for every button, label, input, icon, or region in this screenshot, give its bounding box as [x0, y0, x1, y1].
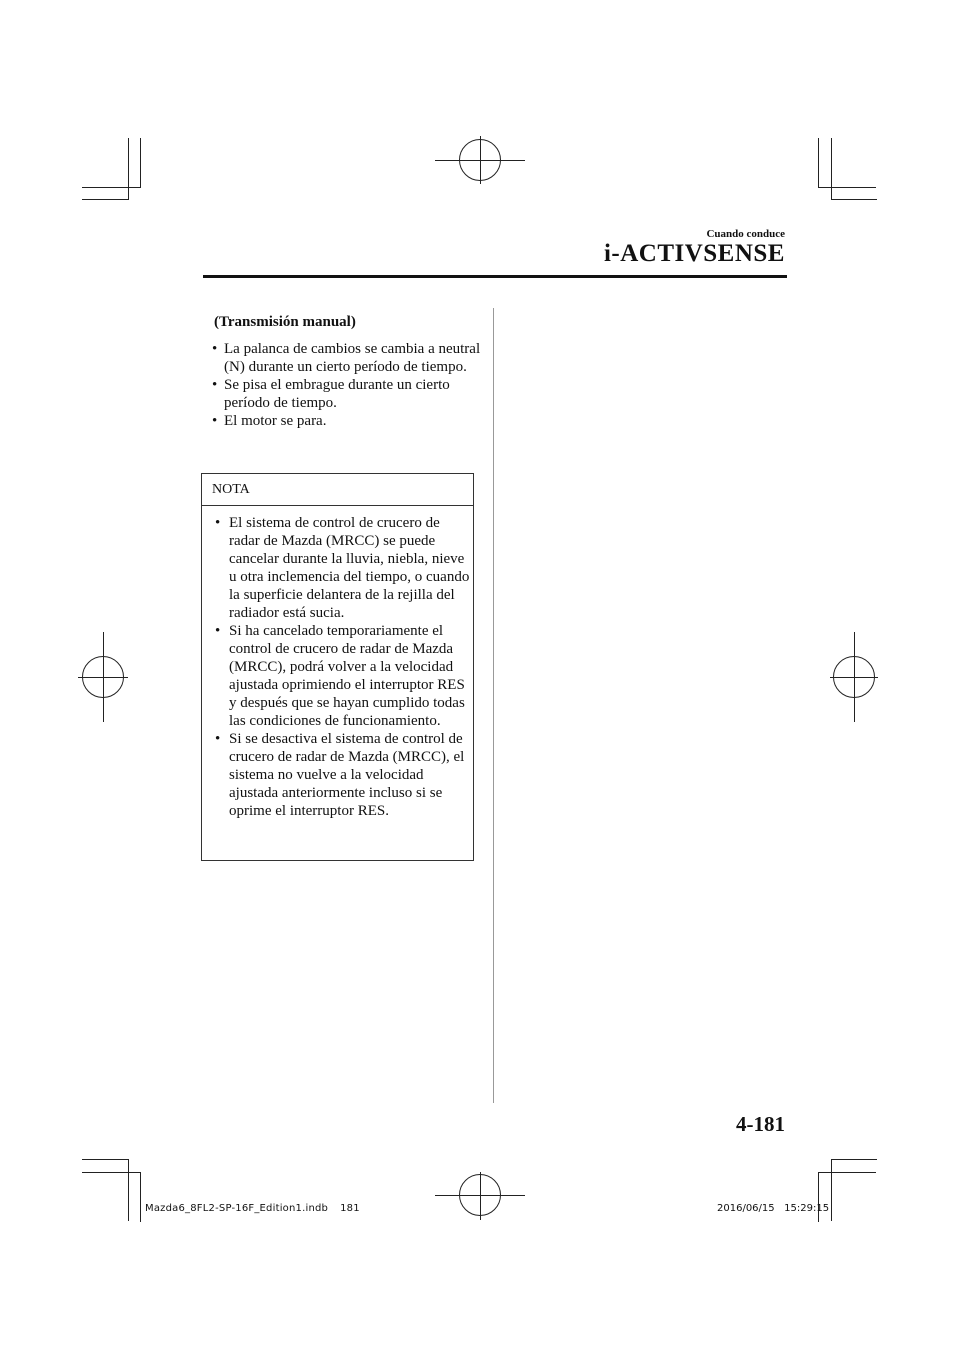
- note-heading: NOTA: [202, 474, 473, 506]
- bullet-icon: •: [212, 413, 218, 429]
- crop-mark-line: [818, 1172, 876, 1173]
- condition-list: [212, 340, 484, 430]
- crop-mark-line: [128, 1159, 129, 1221]
- note-box: [201, 473, 474, 861]
- crop-mark-line: [818, 138, 819, 188]
- chapter-title: i-ACTIVSENSE: [603, 240, 785, 267]
- bullet-icon: •: [215, 731, 221, 747]
- header-rule: [203, 275, 787, 278]
- list-item: [212, 412, 484, 430]
- note-item-text: Si ha cancelado temporariamente el control de crucero de radar de Mazda (MRCC), podrá volver a la velocidad ajustada oprimiendo el interruptor RES y después que se hayan cumplido todas las condiciones de funcionamiento.: [229, 623, 465, 729]
- bullet-icon: •: [212, 377, 218, 393]
- page-number: 4-181: [736, 1112, 785, 1136]
- print-slug-file: [145, 1203, 360, 1214]
- crop-mark-line: [831, 1159, 877, 1160]
- note-item-text: Si se desactiva el sistema de control de crucero de radar de Mazda (MRCC), el sistema no vuelve a la velocidad ajustada anteriormente incluso si se oprime el interruptor RES.: [229, 731, 465, 819]
- list-item-text: La palanca de cambios se cambia a neutral (N) durante un cierto período de tiempo.: [224, 341, 481, 375]
- section-label: Cuando conduce: [706, 228, 785, 240]
- slug-filename: Mazda6_8FL2-SP-16F_Edition1.indb: [145, 1203, 329, 1214]
- crop-mark-line: [831, 199, 877, 200]
- crop-mark-line: [82, 187, 140, 188]
- note-item: [211, 514, 471, 622]
- note-list: [211, 514, 471, 820]
- crop-mark-line: [831, 1159, 832, 1221]
- crop-mark-line: [831, 138, 832, 200]
- crop-mark-line: [82, 1172, 140, 1173]
- list-item-text: Se pisa el embrague durante un cierto período de tiempo.: [224, 377, 450, 411]
- crop-mark-line: [140, 138, 141, 188]
- crop-mark-line: [818, 1172, 819, 1222]
- subheading: (Transmisión manual): [214, 314, 356, 330]
- list-item-text: El motor se para.: [224, 413, 327, 429]
- crop-mark-line: [82, 199, 128, 200]
- crop-mark-line: [818, 187, 876, 188]
- bullet-icon: •: [212, 341, 218, 357]
- list-item: [212, 340, 484, 376]
- column-divider: [493, 308, 494, 1103]
- list-item: [212, 376, 484, 412]
- bullet-icon: •: [215, 623, 221, 639]
- note-item: [211, 730, 471, 820]
- bullet-icon: •: [215, 515, 221, 531]
- crop-mark-line: [140, 1172, 141, 1222]
- print-slug-datetime: 2016/06/15 15:29:15: [717, 1203, 830, 1214]
- note-item: [211, 622, 471, 730]
- crop-mark-line: [128, 138, 129, 200]
- crop-mark-line: [82, 1159, 128, 1160]
- note-item-text: El sistema de control de crucero de radar de Mazda (MRCC) se puede cancelar durante la lluvia, niebla, nieve u otra inclemencia del tiempo, o cuando la superficie delantera de la rejilla del radiador está sucia.: [229, 515, 470, 621]
- slug-page: 181: [340, 1203, 360, 1214]
